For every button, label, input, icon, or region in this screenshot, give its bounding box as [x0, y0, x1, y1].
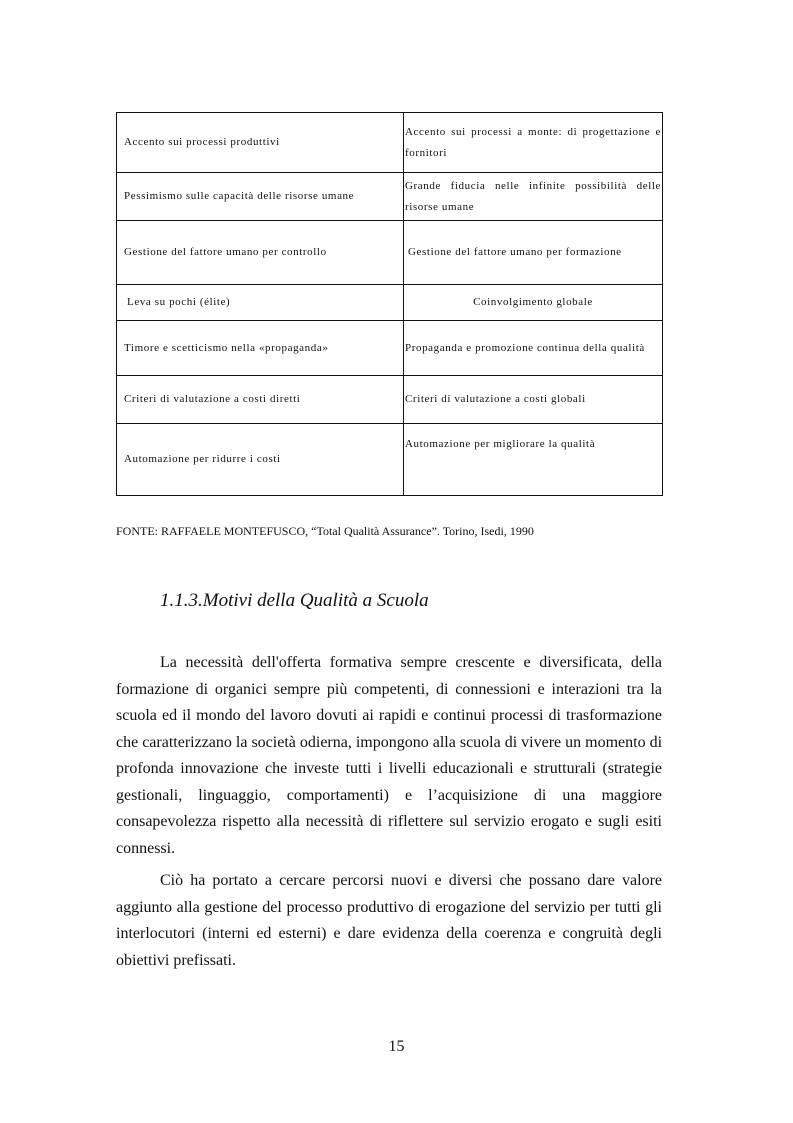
table-cell-right: Criteri di valutazione a costi globali: [404, 376, 663, 424]
table-row: [117, 424, 663, 496]
table-row: [117, 376, 663, 424]
table-cell-right: Automazione per migliorare la qualità: [404, 424, 663, 496]
comparison-table: [116, 112, 663, 496]
table-cell-left: Automazione per ridurre i costi: [117, 424, 404, 496]
table-row: [117, 321, 663, 376]
table-cell-right: Gestione del fattore umano per formazione: [404, 221, 663, 285]
table-row: [117, 173, 663, 221]
section-heading: 1.1.3.Motivi della Qualità a Scuola: [160, 590, 429, 611]
paragraph: La necessità dell'offerta formativa sempre crescente e diversificata, della formazione di organici sempre più competenti, di connessioni e interazioni tra la scuola ed il mondo del lavoro dovuti ai rapidi e continui processi di trasformazione che caratterizzano la società odierna, impongono alla scuola di vivere un momento di profonda innovazione che investe tutti i livelli educazionali e strutturali (strategie gestionali, linguaggio, comportamenti) e l’acquisizione di una maggiore consapevolezza rispetto alla necessità di riflettere sul servizio erogato e sugli esiti connessi.: [116, 654, 663, 857]
table-row: [117, 113, 663, 173]
table-cell-right: Coinvolgimento globale: [404, 285, 663, 321]
table-cell-right: Grande fiducia nelle infinite possibilità delle risorse umane: [404, 173, 663, 221]
table-row: [117, 285, 663, 321]
table-cell-right: Propaganda e promozione continua della qualità: [404, 321, 663, 376]
section-body: [116, 650, 662, 980]
paragraph: Ciò ha portato a cercare percorsi nuovi e diversi che possano dare valore aggiunto alla gestione del processo produttivo di erogazione del servizio per tutti gli interlocutori (interni ed esterni) e dare evidenza della coerenza e congruità degli obiettivi prefissati.: [116, 872, 662, 969]
table-cell-left: Timore e scetticismo nella «propaganda»: [117, 321, 404, 376]
table-cell-left: Leva su pochi (élite): [117, 285, 404, 321]
table-cell-right: Accento sui processi a monte: di progettazione e fornitori: [404, 113, 663, 173]
table-cell-left: Gestione del fattore umano per controllo: [117, 221, 404, 285]
table-cell-left: Criteri di valutazione a costi diretti: [117, 376, 404, 424]
page-number: 15: [388, 1038, 405, 1055]
table-source-caption: FONTE: RAFFAELE MONTEFUSCO, “Total Qualità Assurance”. Torino, Isedi, 1990: [116, 524, 534, 538]
table-row: [117, 221, 663, 285]
table-cell-left: Pessimismo sulle capacità delle risorse umane: [117, 173, 404, 221]
table-cell-left: Accento sui processi produttivi: [117, 113, 404, 173]
